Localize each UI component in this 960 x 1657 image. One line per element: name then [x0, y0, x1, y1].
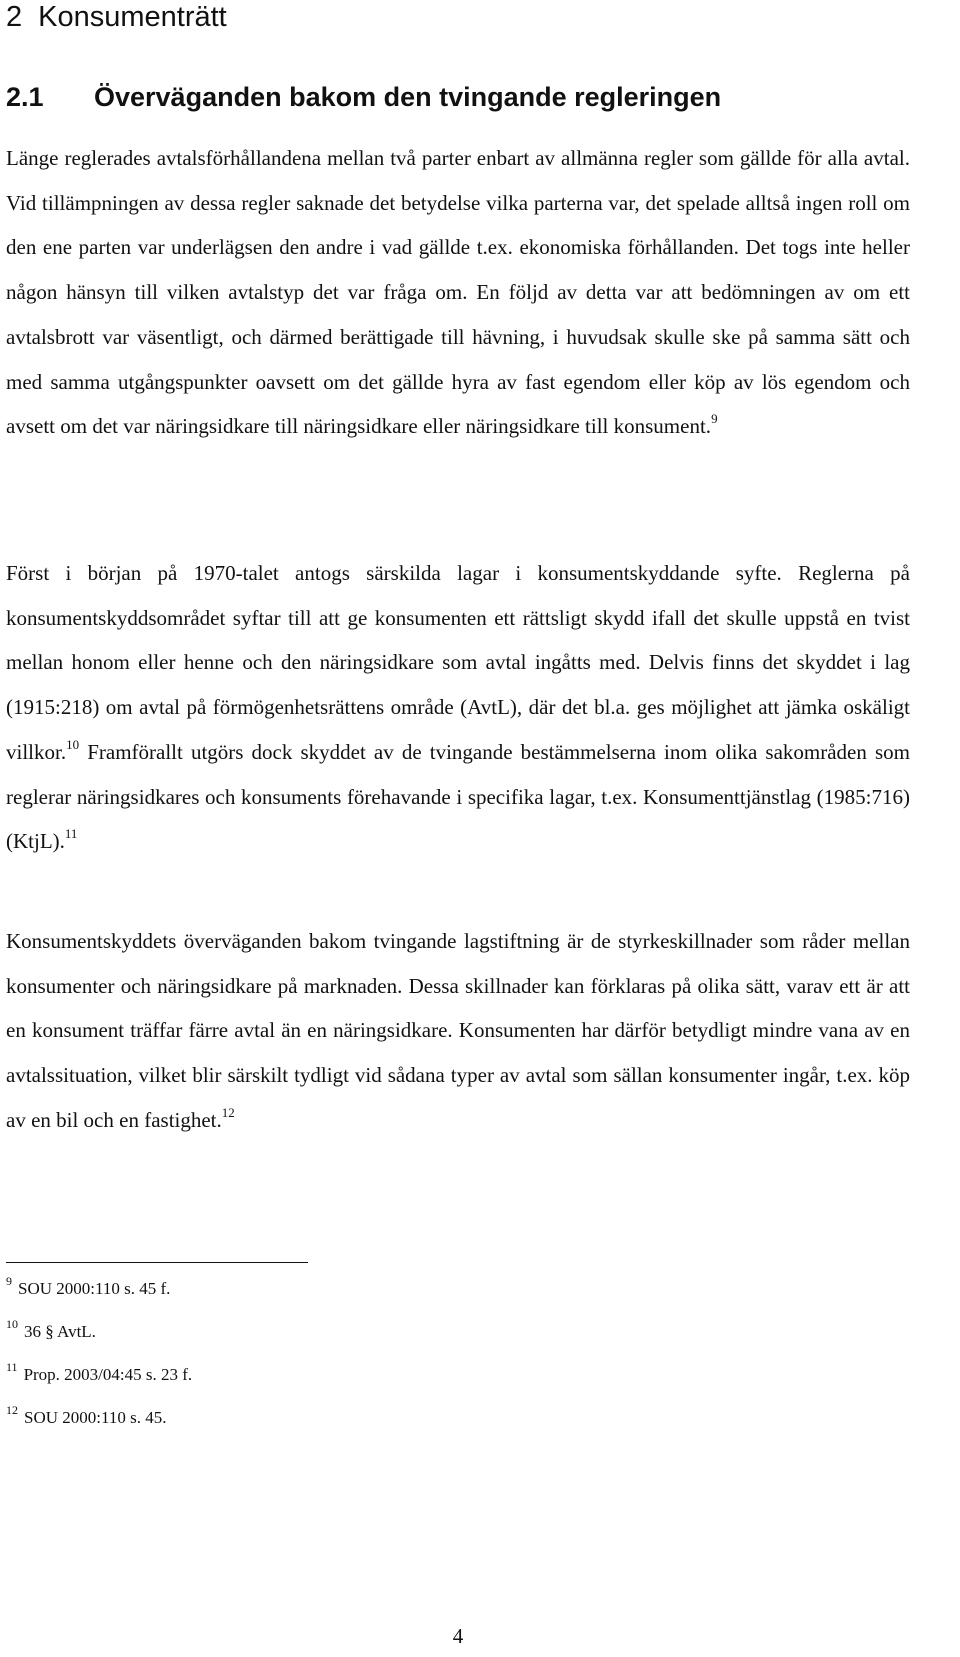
section-number: 2.1: [6, 82, 44, 112]
footnote-number: 12: [6, 1403, 18, 1417]
paragraph-2: [6, 551, 910, 864]
footnote-number: 10: [6, 1317, 18, 1331]
footnote-text: SOU 2000:110 s. 45 f.: [18, 1279, 171, 1298]
paragraph-3: [6, 919, 910, 1143]
footnote: [6, 1272, 910, 1315]
paragraph-text: Framförallt utgörs dock skyddet av de tvingande bestämmelserna inom olika sakområden som reglerar näringsidkares och konsuments förehavande i specifika lagar, t.ex. Konsumenttjänstlag (1985:716) (KtjL).: [6, 739, 910, 854]
paragraph-text: Konsumentskyddets överväganden bakom tvingande lagstiftning är de styrkeskillnader som råder mellan konsumenter och näringsidkare på marknaden. Dessa skillnader kan förklaras på olika sätt, varav ett är att en konsument träffar färre avtal än en näringsidkare. Konsumenten har därför betydligt mindre vana av en avtalssituation, vilket blir särskilt tydligt vid sådana typer av avtal som sällan konsumenter ingår, t.ex. köp av en bil och en fastighet.: [6, 929, 910, 1132]
footnote-text: SOU 2000:110 s. 45.: [24, 1408, 167, 1427]
footnote: [6, 1358, 910, 1401]
chapter-number: 2: [6, 1, 23, 33]
paragraph-1: [6, 136, 910, 449]
chapter-heading: [6, 0, 227, 34]
footnote-reference: 9: [711, 411, 718, 427]
footnote-text: Prop. 2003/04:45 s. 23 f.: [23, 1365, 193, 1384]
footnote-number: 9: [6, 1274, 12, 1288]
page-number: 4: [452, 1624, 464, 1648]
chapter-title: Konsumenträtt: [38, 1, 227, 33]
footnote-reference: 11: [64, 826, 78, 842]
footnote: [6, 1315, 910, 1358]
footnote-reference: 10: [66, 736, 80, 752]
footnote-text: 36 § AvtL.: [24, 1322, 96, 1341]
footnotes: [6, 1272, 910, 1444]
section-heading: [6, 80, 721, 114]
section-title: Överväganden bakom den tvingande regleringen: [94, 82, 722, 112]
footnote-number: 11: [6, 1360, 18, 1374]
paragraph-text: Först i början på 1970-talet antogs särskilda lagar i konsumentskyddande syfte. Reglerna på konsumentskyddsområdet syftar till att ge konsumenten ett rättsligt skydd ifall det skulle uppstå en tvist mellan honom eller henne och den näringsidkare som avtal ingåtts med. Delvis finns det skyddet i lag (1915:218) om avtal på förmögenhetsrättens område (AvtL), där det bl.a. ges möjlighet att jämka oskäligt villkor.: [6, 561, 910, 764]
footnote: [6, 1401, 910, 1444]
paragraph-text: Länge reglerades avtalsförhållandena mellan två parter enbart av allmänna regler som gällde för alla avtal. Vid tillämpningen av dessa regler saknade det betydelse vilka parterna var, det spelade alltså ingen roll om den ene parten var underlägsen den andre i vad gällde t.ex. ekonomiska förhållanden. Det togs inte heller någon hänsyn till vilken avtalstyp det var fråga om. En följd av detta var att bedömningen av om ett avtalsbrott var väsentligt, och därmed berättigade till hävning, i huvudsak skulle ske på samma sätt och med samma utgångspunkter oavsett om det gällde hyra av fast egendom eller köp av lös egendom och avsett om det var näringsidkare till näringsidkare eller näringsidkare till konsument.: [6, 146, 910, 439]
footnote-reference: 12: [221, 1104, 235, 1120]
footnote-separator: [6, 1262, 308, 1263]
